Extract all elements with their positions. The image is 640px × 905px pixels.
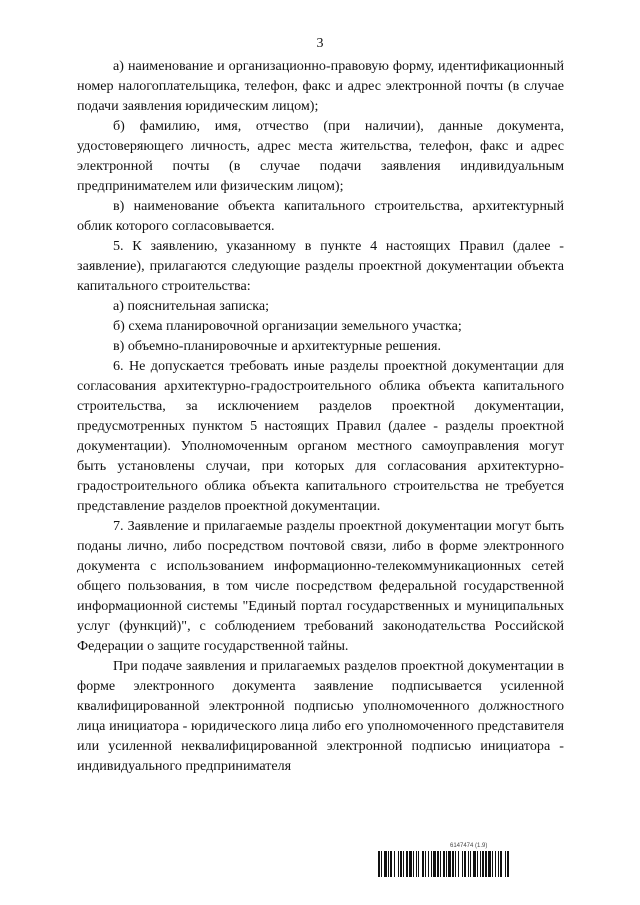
paragraph-item-a: а) наименование и организационно-правовую форму, идентификационный номер налогоплательщика, телефон, факс и адрес электронной почты (в случае подачи заявления юридическим лицом); <box>77 58 564 114</box>
paragraph-point-5: 5. К заявлению, указанному в пункте 4 настоящих Правил (далее - заявление), прилагаются следующие разделы проектной документации объекта капитального строительства: <box>77 238 564 294</box>
paragraph-item-v: в) наименование объекта капитального строительства, архитектурный облик которого согласовывается. <box>77 198 564 234</box>
barcode-image <box>378 851 564 877</box>
paragraph-point-6: 6. Не допускается требовать иные разделы проектной документации для согласования архитектурно-градостроительного облика объекта капитального строительства, за исключением разделов проектной документации, предусмотренных пунктом 5 настоящих Правил (далее - разделы проектной документации). Уполномоченным органом местного самоуправления могут быть установлены случаи, при которых для согласования архитектурно-градостроительного облика объекта капитального строительства не требуется представление разделов проектной документации. <box>77 358 564 514</box>
paragraph-electronic-signature: При подаче заявления и прилагаемых разделов проектной документации в форме электронного документа заявление подписывается усиленной квалифицированной электронной подписью уполномоченного должностного лица инициатора - юридического лица либо его уполномоченного представителя или усиленной неквалифицированной электронной подписью инициатора - индивидуального предпринимателя <box>77 658 564 774</box>
paragraph-point-5-b: б) схема планировочной организации земельного участка; <box>113 318 462 334</box>
page-number: 3 <box>316 36 324 51</box>
paragraph-point-5-a: а) пояснительная записка; <box>113 298 270 314</box>
document-body <box>77 56 564 776</box>
paragraph-point-5-v: в) объемно-планировочные и архитектурные решения. <box>113 338 442 354</box>
paragraph-point-7: 7. Заявление и прилагаемые разделы проектной документации могут быть поданы лично, либо посредством почтовой связи, либо в форме электронного документа с использованием информационно-телекоммуникационных сетей общего пользования, в том числе посредством федеральной государственной информационной системы "Единый портал государственных и муниципальных услуг (функций)", с соблюдением требований законодательства Российской Федерации о защите государственной тайны. <box>77 518 564 654</box>
paragraph-item-b: б) фамилию, имя, отчество (при наличии), данные документа, удостоверяющего личность, адрес места жительства, телефон, факс и адрес электронной почты (в случае подачи заявления индивидуальным предпринимателем или физическим лицом); <box>77 118 564 194</box>
document-code: 6147474 (1.9) <box>450 843 488 849</box>
